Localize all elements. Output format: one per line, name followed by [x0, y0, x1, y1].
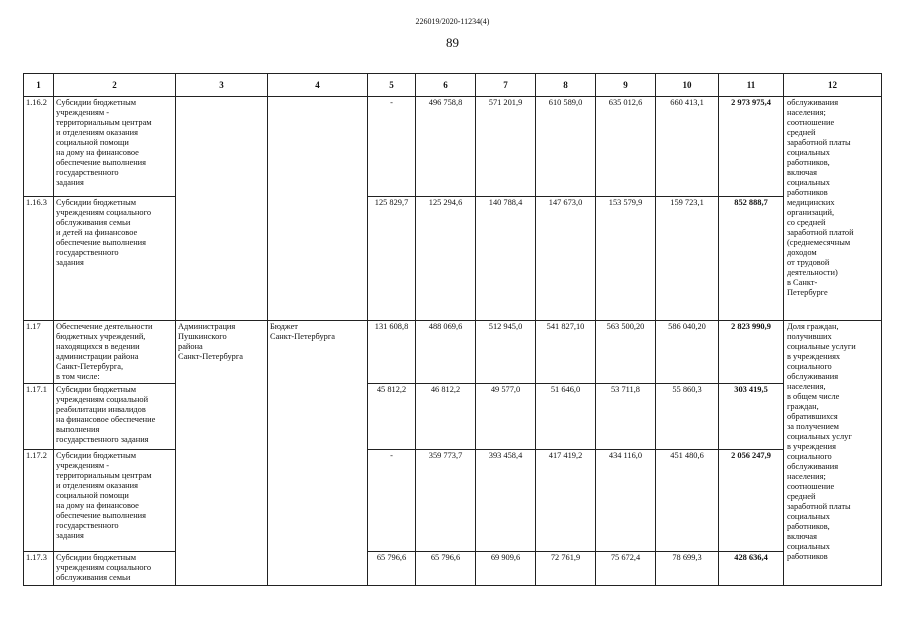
table-row: [24, 384, 882, 450]
value-2023: 417 419,2: [536, 450, 596, 552]
header-cell: 2: [54, 74, 176, 97]
row-number: 1.17.2: [24, 450, 54, 552]
value-2023: 541 827,10: [536, 321, 596, 384]
value-2020: -: [368, 97, 416, 197]
value-2020: 45 812,2: [368, 384, 416, 450]
row-description: Обеспечение деятельности бюджетных учреждений, находящихся в ведении администрации района Санкт-Петербурга, в том числе:: [54, 321, 176, 384]
value-2024: 434 116,0: [596, 450, 656, 552]
row-number: 1.16.2: [24, 97, 54, 197]
table-row: [24, 321, 882, 384]
executor-cell: [176, 97, 268, 321]
value-2023: 147 673,0: [536, 197, 596, 321]
header-cell: 5: [368, 74, 416, 97]
value-2025: 586 040,20: [656, 321, 719, 384]
value-2020: 131 608,8: [368, 321, 416, 384]
value-total: 303 419,5: [719, 384, 784, 450]
row-number: 1.17.1: [24, 384, 54, 450]
value-2021: 496 758,8: [416, 97, 476, 197]
header-cell: 10: [656, 74, 719, 97]
header-cell: 1: [24, 74, 54, 97]
value-2023: 72 761,9: [536, 552, 596, 586]
page-number: 89: [446, 35, 459, 50]
value-2024: 635 012,6: [596, 97, 656, 197]
table-row: [24, 450, 882, 552]
value-total: 2 973 975,4: [719, 97, 784, 197]
row-description: Субсидии бюджетным учреждениям социального обслуживания семьи и детей на финансовое обеспечение выполнения государственного задания: [54, 197, 176, 321]
executor-cell: Администрация Пушкинского района Санкт-Петербурга: [176, 321, 268, 586]
value-total: 428 636,4: [719, 552, 784, 586]
value-2020: -: [368, 450, 416, 552]
value-2022: 512 945,0: [476, 321, 536, 384]
value-2023: 610 589,0: [536, 97, 596, 197]
row-number: 1.17.3: [24, 552, 54, 586]
value-2025: 660 413,1: [656, 97, 719, 197]
header-cell: 9: [596, 74, 656, 97]
value-2021: 359 773,7: [416, 450, 476, 552]
header-cell: 4: [268, 74, 368, 97]
value-2024: 53 711,8: [596, 384, 656, 450]
header-row: [24, 74, 882, 97]
value-2020: 65 796,6: [368, 552, 416, 586]
value-2021: 488 069,6: [416, 321, 476, 384]
budget-table: [23, 73, 882, 586]
header-cell: 8: [536, 74, 596, 97]
indicator-cell: обслуживания населения; соотношение средней заработной платы социальных работников, включая социальных работников медицинских организаций, со средней заработной платой (среднемесячным доходом от трудовой деятельности) в Санкт- Петербурге: [784, 97, 882, 321]
source-cell: [268, 97, 368, 321]
value-2022: 140 788,4: [476, 197, 536, 321]
value-2021: 46 812,2: [416, 384, 476, 450]
document-number: 226019/2020-11234(4): [415, 17, 490, 26]
header-cell: 11: [719, 74, 784, 97]
value-total: 852 888,7: [719, 197, 784, 321]
table-row: [24, 97, 882, 197]
value-2024: 153 579,9: [596, 197, 656, 321]
value-2021: 125 294,6: [416, 197, 476, 321]
row-number: 1.17: [24, 321, 54, 384]
row-description: Субсидии бюджетным учреждениям социального обслуживания семьи: [54, 552, 176, 586]
value-2023: 51 646,0: [536, 384, 596, 450]
row-description: Субсидии бюджетным учреждениям - территориальным центрам и отделениям оказания социальной помощи на дому на финансовое обеспечение выполнения государственного задания: [54, 450, 176, 552]
value-2022: 69 909,6: [476, 552, 536, 586]
value-2022: 571 201,9: [476, 97, 536, 197]
row-description: Субсидии бюджетным учреждениям социальной реабилитации инвалидов на финансовое обеспечение выполнения государственного задания: [54, 384, 176, 450]
value-2025: 78 699,3: [656, 552, 719, 586]
value-total: 2 056 247,9: [719, 450, 784, 552]
source-cell: Бюджет Санкт-Петербурга: [268, 321, 368, 586]
value-2022: 393 458,4: [476, 450, 536, 552]
table-row: [24, 197, 882, 321]
value-2020: 125 829,7: [368, 197, 416, 321]
header-cell: 12: [784, 74, 882, 97]
row-description: Субсидии бюджетным учреждениям - территориальным центрам и отделениям оказания социальной помощи на дому на финансовое обеспечение выполнения государственного задания: [54, 97, 176, 197]
row-number: 1.16.3: [24, 197, 54, 321]
header-cell: 3: [176, 74, 268, 97]
value-total: 2 823 990,9: [719, 321, 784, 384]
value-2024: 75 672,4: [596, 552, 656, 586]
indicator-cell: Доля граждан, получивших социальные услуги в учреждениях социального обслуживания населения, в общем числе граждан, обратившихся за получением социальных услуг в учреждения социального обслуживания населения; соотношение средней заработной платы социальных работников, включая социальных работников: [784, 321, 882, 586]
value-2024: 563 500,20: [596, 321, 656, 384]
value-2025: 55 860,3: [656, 384, 719, 450]
value-2025: 159 723,1: [656, 197, 719, 321]
table-row: [24, 552, 882, 586]
header-cell: 6: [416, 74, 476, 97]
value-2025: 451 480,6: [656, 450, 719, 552]
value-2021: 65 796,6: [416, 552, 476, 586]
header-cell: 7: [476, 74, 536, 97]
value-2022: 49 577,0: [476, 384, 536, 450]
